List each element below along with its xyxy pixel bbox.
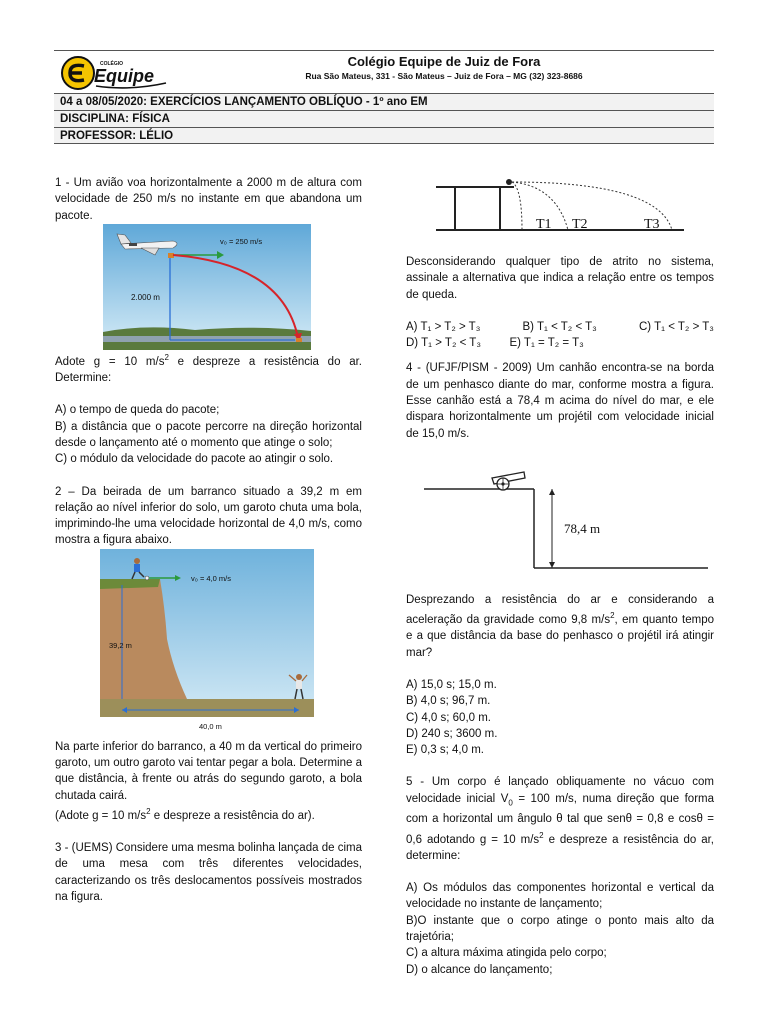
q5-item-b: B)O instante que o corpo atinge o ponto mais alto da trajetória; — [406, 914, 714, 943]
right-column — [406, 174, 714, 978]
logo-text: Equipe — [94, 66, 155, 86]
q5-item-c: C) a altura máxima atingida pelo corpo; — [406, 947, 607, 960]
q2-stem: 2 – Da beirada de um barranco situado a 39,2 m em relação ao nível inferior do solo, um garoto chuta uma bola, imprimindo-lhe uma velocidade horizontal de 4,0 m/s, como mostra a figura abaixo. — [55, 485, 362, 547]
q3-label-t1: T1 — [536, 217, 552, 232]
school-name: Colégio Equipe de Juiz de Fora — [347, 54, 541, 69]
q2-velocity-label: v₀ = 4,0 m/s — [191, 573, 232, 583]
left-column — [55, 175, 362, 905]
q1-item-b: B) a distância que o pacote percorre na direção horizontal desde o lançamento até o momento que atinge o solo; — [55, 420, 362, 449]
q3-option-e[interactable]: E) T₁ = T₂ = T₃ — [509, 337, 584, 350]
discipline-row: DISCIPLINA: FÍSICA — [54, 110, 714, 127]
school-header — [54, 50, 714, 92]
q3-options-row1 — [406, 319, 714, 335]
q1-velocity-label: v₀ = 250 m/s — [220, 236, 263, 246]
q3-question: Desconsiderando qualquer tipo de atrito no sistema, assinale a alternativa que indica a relação entre os tempos de queda. — [406, 256, 714, 301]
q4-question: Desprezando a resistência do ar e considerando a aceleração da gravidade como 9,8 $m/s^2$, em quanto tempo e a que distância da base do penhasco o projétil irá atingir mar? — [406, 593, 714, 659]
q1-item-a: A) o tempo de queda do pacote; — [55, 404, 220, 417]
q4-cannon-figure — [406, 442, 714, 592]
q1-stem: 1 - Um avião voa horizontalmente a 2000 m de altura com velocidade de 250 m/s no instante em que abandona um pacote. — [55, 177, 362, 222]
q3-options-row2 — [406, 335, 714, 351]
teacher-row: PROFESSOR: LÉLIO — [54, 127, 714, 144]
q4-option-c[interactable]: C) 4,0 s; 60,0 m. — [406, 711, 492, 724]
q3-option-c[interactable]: C) T₁ < T₂ > T₃ — [638, 320, 714, 333]
q4-option-e[interactable]: E) 0,3 s; 4,0 m. — [406, 744, 484, 757]
logo-small-text: COLÉGIO — [100, 61, 124, 67]
q4-option-d[interactable]: D) 240 s; 3600 m. — [406, 727, 498, 740]
q4-option-b[interactable]: B) 4,0 s; 96,7 m. — [406, 695, 491, 708]
q1-height-label: 2.000 m — [131, 292, 160, 302]
info-table — [54, 93, 714, 144]
q2-cliff-figure — [55, 549, 362, 739]
q3-label-t3: T3 — [644, 217, 660, 232]
q2-distance-label: 40,0 m — [199, 721, 222, 731]
q3-option-b[interactable]: B) T₁ < T₂ < T₃ — [522, 320, 597, 333]
q1-adote: Adote g = 10 $m/s^2$ e despreze a resistência do ar. Determine: — [55, 352, 362, 385]
q2-text: Na parte inferior do barranco, a 40 m da vertical do primeiro garoto, um outro garoto vai tentar pegar a bola. Determine a que distância, à frente ou atrás do segundo garoto, a bola chutada cairá. — [55, 740, 362, 802]
q1-item-c: C) o módulo da velocidade do pacote ao atingir o solo. — [55, 453, 334, 466]
q3-stem: 3 - (UEMS) Considere uma mesma bolinha lançada de cima de uma mesa com três diferentes velocidades, caracterizando os três deslocamentos possíveis mostrados na figura. — [55, 842, 362, 903]
q3-table-figure — [406, 174, 714, 234]
q3-option-a[interactable]: A) T₁ > T₂ > T₃ — [406, 320, 481, 333]
cannon-icon — [492, 472, 525, 490]
q4-height-label: 78,4 m — [564, 520, 601, 536]
q5-item-d: D) o alcance do lançamento; — [406, 963, 553, 976]
q2-height-label: 39,2 m — [109, 640, 132, 650]
q3-label-t2: T2 — [572, 217, 588, 232]
q5-item-a: A) Os módulos das componentes horizontal e vertical da velocidade no instante de lançamento; — [406, 882, 714, 911]
q2-adote: (Adote g = 10 $m/s^2$ e despreze a resistência do ar). — [55, 806, 315, 822]
q1-airplane-figure — [55, 224, 362, 350]
worksheet-title: 04 a 08/05/2020: EXERCÍCIOS LANÇAMENTO OBLÍQUO - 1º ano EM — [54, 93, 714, 110]
q3-option-d[interactable]: D) T₁ > T₂ < T₃ — [406, 337, 482, 350]
school-logo — [60, 55, 172, 91]
school-address: Rua São Mateus, 331 - São Mateus – Juiz de Fora – MG (32) 323-8686 — [305, 71, 583, 81]
q4-stem: 4 - (UFJF/PISM - 2009) Um canhão encontra-se na borda de um penhasco diante do mar, conforme mostra a figura. Esse canhão está a 78,4 m acima do nível do mar, e ele dispara horizontalmente um projétil com velocidade inicial de 15,0 m/s. — [406, 362, 714, 440]
q5-stem: 5 - Um corpo é lançado obliquamente no vácuo com velocidade inicial $V_0 = 100$ m/s, numa direção que forma com a horizontal um ângulo θ tal que senθ = 0,8 e cosθ = 0,6 adotando g = 10 $m/s^2$ e despreze a resistência do ar, determine: — [406, 776, 714, 862]
q4-option-a[interactable]: A) 15,0 s; 15,0 m. — [406, 678, 497, 691]
